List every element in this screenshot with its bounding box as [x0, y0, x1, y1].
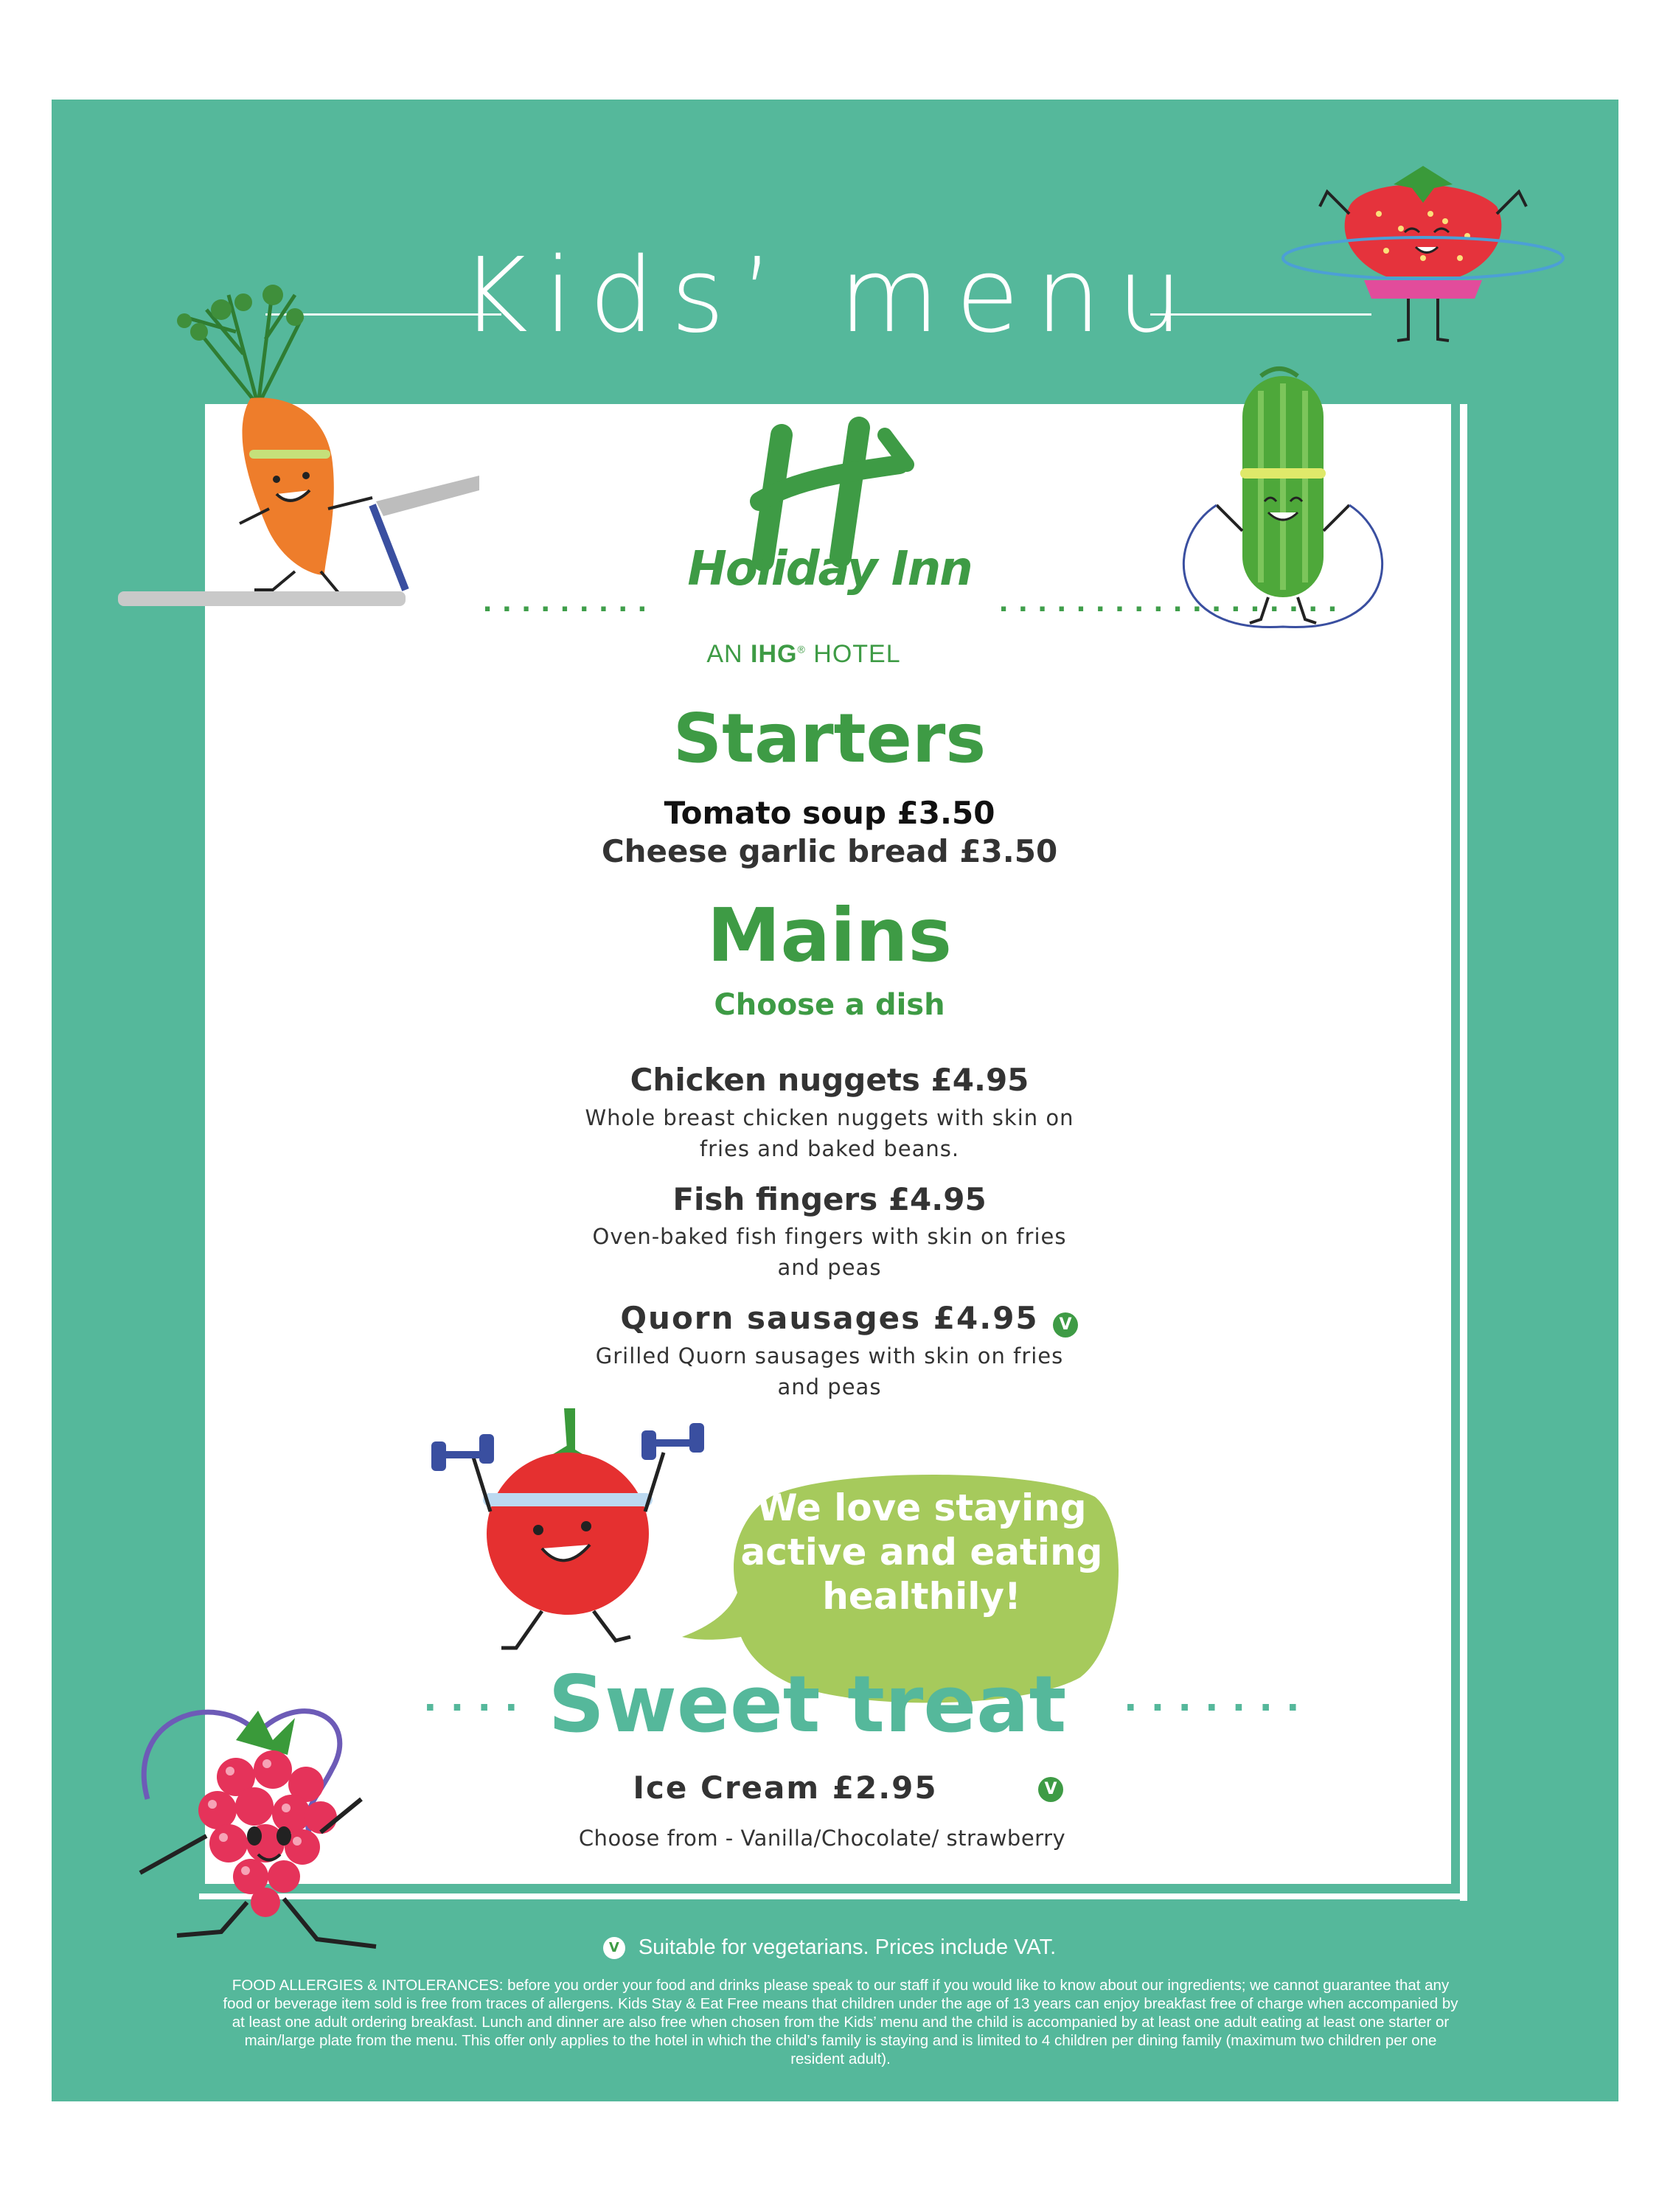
- starters-heading: Starters: [672, 699, 987, 778]
- carrot-treadmill-icon: [111, 265, 494, 619]
- main-item-name: Chicken nuggets £4.95: [630, 1062, 1029, 1098]
- divider-dots-left: ....: [424, 1671, 532, 1720]
- allergy-disclaimer: FOOD ALLERGIES & INTOLERANCES: before you order your food and drinks please speak to our staff if you would like to know about our ingredients; we cannot guarantee that any food or beverage item sold is free from traces of allergens. Kids Stay & Eat Free means that children under the age of 13 years can enjoy breakfast free of charge when accompanied by at least one adult ordering breakfast. Lunch and dinner are also free when chosen from the Kids’ menu and the child is accompanied by at least one adult eating at least one starter or main/large plate from the menu. This offer only applies to the hotel in which the child’s family is staying and is limited to 4 children per dining family (maximum two children per one resident adult).: [223, 1977, 1458, 2067]
- mains-subheading: Choose a dish: [714, 988, 945, 1022]
- brand-tagline: AN IHG® HOTEL: [706, 640, 901, 668]
- divider-dots-right: ..................: [999, 582, 1348, 619]
- starter-item: Tomato soup £3.50: [664, 795, 995, 831]
- tomato-dumbbell-icon: [420, 1394, 715, 1659]
- starter-item: Cheese garlic bread £3.50: [601, 833, 1058, 869]
- main-item-desc: Grilled Quorn sausages with skin on fries and peas: [595, 1343, 1064, 1399]
- menu-title: Kids’ menu: [460, 236, 1199, 356]
- main-item-desc: Whole breast chicken nuggets with skin on fries and baked beans.: [585, 1105, 1074, 1161]
- vegetarian-icon: V: [603, 1937, 625, 1959]
- divider-dots-right: .......: [1124, 1671, 1314, 1720]
- divider-dots-left: .........: [483, 582, 658, 619]
- main-item-name: Quorn sausages £4.95: [620, 1300, 1039, 1336]
- brand-name: Holiday Inn: [687, 542, 972, 597]
- vegetarian-note: V Suitable for vegetarians. Prices include VAT.: [0, 1935, 1659, 1960]
- sweet-item-name: Ice Cream £2.95: [633, 1770, 938, 1806]
- vegetarian-icon: V: [1038, 1777, 1063, 1802]
- vegetarian-icon: V: [1053, 1312, 1078, 1338]
- bubble-text: We love staying active and eating healthily!: [740, 1486, 1103, 1618]
- main-item-desc: Oven-baked fish fingers with skin on fries and peas: [592, 1224, 1067, 1280]
- main-item-name: Fish fingers £4.95: [672, 1181, 987, 1217]
- mains-heading: Mains: [707, 892, 952, 978]
- sweet-heading: Sweet treat: [548, 1659, 1067, 1750]
- sweet-item-desc: Choose from - Vanilla/Chocolate/ strawberry: [578, 1826, 1066, 1851]
- strawberry-hula-icon: [1276, 147, 1571, 354]
